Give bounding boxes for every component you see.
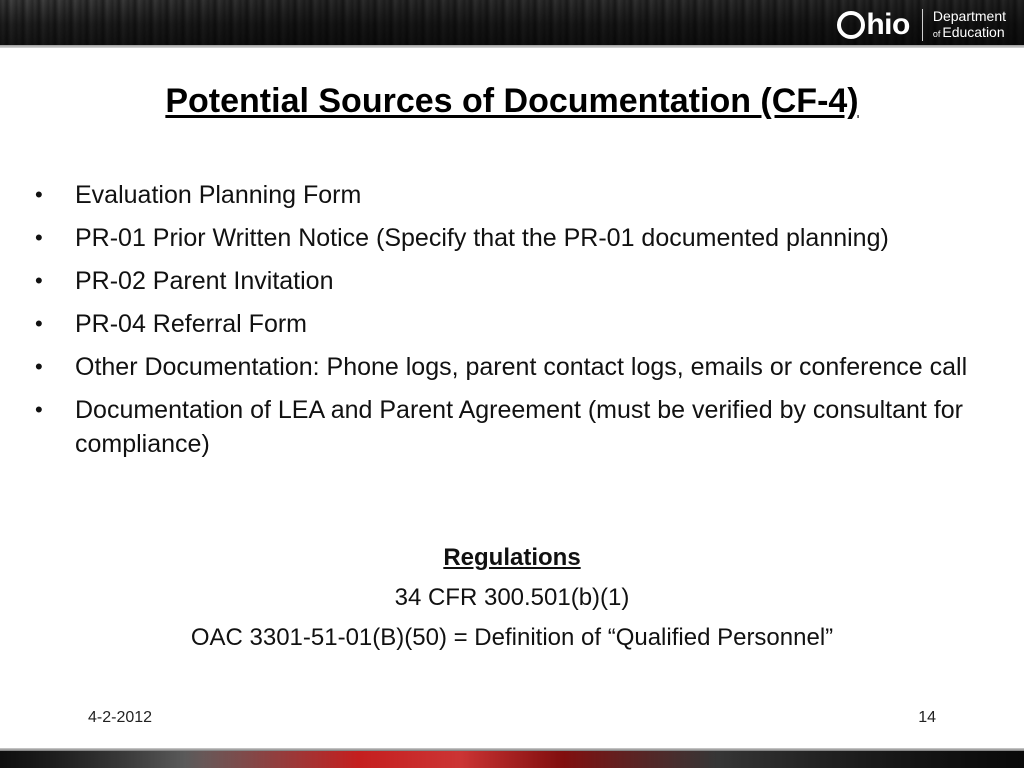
department-line-2: Education <box>942 24 1005 40</box>
bullet-item <box>30 178 970 212</box>
bullet-glyph: • <box>35 268 43 293</box>
department-name <box>933 8 1006 42</box>
regulations-heading: Regulations <box>443 544 581 571</box>
bullet-item <box>30 393 970 461</box>
bullet-text: Documentation of LEA and Parent Agreement (must be verified by consultant for compliance) <box>75 396 964 458</box>
bullet-glyph: • <box>35 182 43 207</box>
bullet-glyph: • <box>35 311 43 336</box>
bullet-item <box>30 264 970 298</box>
footer-date: 4-2-2012 <box>88 709 153 726</box>
ohio-o-ring-icon <box>837 11 865 39</box>
bullet-text: PR-01 Prior Written Notice (Specify that the PR-01 documented planning) <box>75 224 889 252</box>
bullet-glyph: • <box>35 225 43 250</box>
bullet-glyph: • <box>35 354 43 379</box>
logo-divider <box>922 9 923 41</box>
ohio-wordmark <box>837 10 910 40</box>
ohio-wordmark-text: hio <box>866 8 910 41</box>
regulation-citation-oac: OAC 3301-51-01(B)(50) = Definition of “Qualified Personnel” <box>190 624 834 651</box>
bullet-item <box>30 350 970 384</box>
header-band <box>0 0 1024 48</box>
bullet-item <box>30 307 970 341</box>
department-of: of <box>932 29 941 39</box>
slide-title: Potential Sources of Documentation (CF-4) <box>165 82 859 120</box>
bullet-text: Other Documentation: Phone logs, parent contact logs, emails or conference call <box>75 353 968 381</box>
slide-number: 14 <box>918 709 936 726</box>
ohio-education-logo <box>837 7 1006 43</box>
footer-band <box>0 748 1024 768</box>
bullet-text: Evaluation Planning Form <box>75 181 362 209</box>
department-line-1: Department <box>932 8 1006 24</box>
bullet-item <box>30 221 970 255</box>
bullet-text: PR-02 Parent Invitation <box>75 267 334 295</box>
bullet-list <box>30 178 970 470</box>
bullet-glyph: • <box>35 397 43 422</box>
regulation-citation-cfr: 34 CFR 300.501(b)(1) <box>394 584 630 611</box>
bullet-text: PR-04 Referral Form <box>75 310 307 338</box>
